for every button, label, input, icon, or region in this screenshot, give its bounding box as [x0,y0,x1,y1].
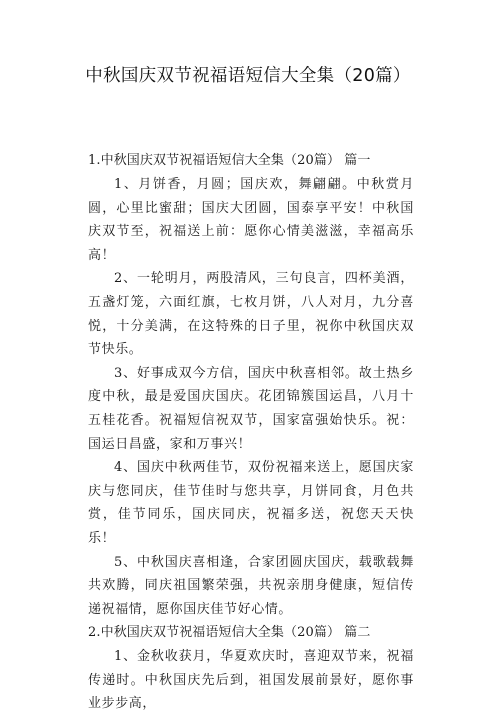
document-body [88,149,414,716]
paragraph: 1、月饼香，月圆；国庆欢，舞翩翩。中秋赏月圆，心里比蜜甜；国庆大团圆，国泰享平安！中秋国庆双节至，祝福送上前：愿你心情美滋滋，幸福高乐高！ [88,177,414,263]
paragraph: 1、金秋收获月，华夏欢庆时，喜迎双节来，祝福传递时。中秋国庆先后到，祖国发展前景好，愿你事业步步高， [88,649,414,712]
paragraph: 5、中秋国庆喜相逢，合家团圆庆国庆，载歌载舞共欢腾，同庆祖国繁荣强，共祝亲朋身健康，短信传递祝福情，愿你国庆佳节好心情。 [88,554,414,617]
paragraph: 2、一轮明月，两股清风，三句良言，四杯美酒，五盏灯笼，六面红旗，七枚月饼，八人对月，九分喜悦，十分美满，在这特殊的日子里，祝你中秋国庆双节快乐。 [88,271,414,358]
document-title: 中秋国庆双节祝福语短信大全集（20篇） [85,66,411,86]
paragraph: 3、好事成双今方信，国庆中秋喜相邻。故土热乡度中秋，最是爱国庆国庆。花团锦簇国运昌，八月十五桂花香。祝福短信祝双节，国家富强始快乐。祝：国运日昌盛，家和万事兴！ [88,365,414,452]
section-heading: 2.中秋国庆双节祝福语短信大全集（20篇） 篇二 [88,625,371,641]
paragraph: 4、国庆中秋两佳节，双份祝福来送上，愿国庆家庆与您同庆，佳节佳时与您共享，月饼同食，月色共赏，佳节同乐，国庆同庆，祝福多送，祝您天天快乐！ [88,460,414,546]
section-heading: 1.中秋国庆双节祝福语短信大全集（20篇） 篇一 [88,153,371,168]
